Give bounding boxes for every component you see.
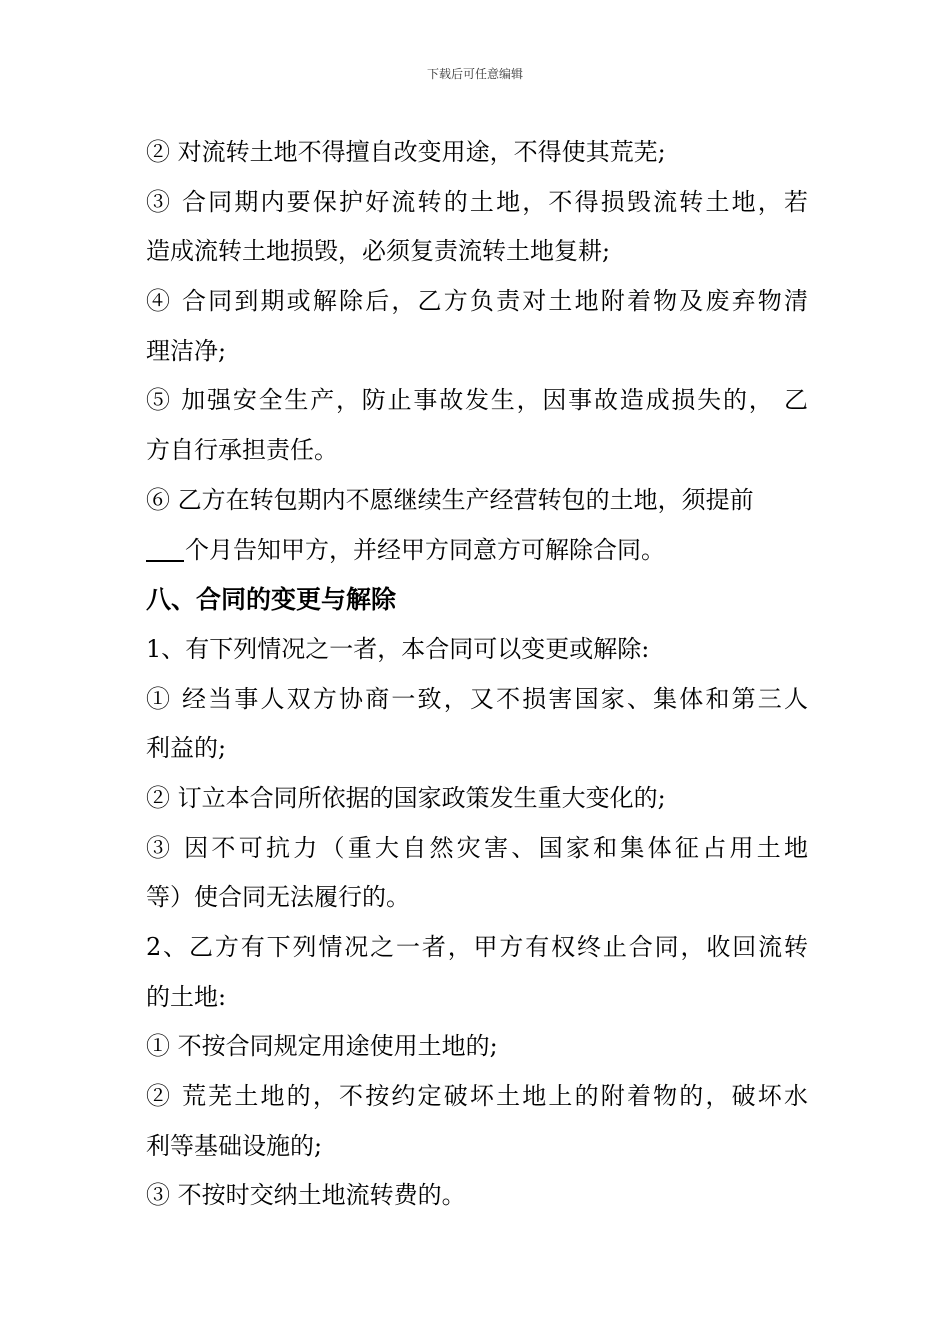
text-line-content: ③ 因不可抗力（重大自然灾害、国家和集体征占用土地 <box>146 833 808 862</box>
section-heading <box>146 575 808 625</box>
text-line-content: ② 对流转土地不得擅自改变用途，不得使其荒芜; <box>146 138 666 166</box>
text-line-content: ⑥ 乙方在转包期内不愿继续生产经营转包的土地，须提前 <box>146 485 754 514</box>
text-line <box>146 774 808 824</box>
text-line <box>146 1072 808 1122</box>
text-line-content: 2、乙方有下列情况之一者，甲方有权终止合同，收回流转 <box>146 933 808 961</box>
text-line-content: 利益的; <box>146 734 227 763</box>
text-line-content: 造成流转土地损毁，必须复责流转土地复耕; <box>146 237 611 266</box>
text-line <box>146 1022 808 1072</box>
text-line-content: ② 荒芜土地的，不按约定破坏土地上的附着物的，破坏水 <box>146 1082 808 1111</box>
page-header: 下载后可任意编辑 <box>426 67 523 81</box>
text-line-content: ① 经当事人双方协商一致，又不损害国家、集体和第三人 <box>146 684 808 713</box>
text-line-content: ④ 合同到期或解除后，乙方负责对土地附着物及废弃物清 <box>146 287 808 316</box>
text-line <box>146 1122 808 1172</box>
text-line-content: ③ 不按时交纳土地流转费的。 <box>146 1181 466 1210</box>
text-line-content: 的土地: <box>146 982 227 1011</box>
text-line <box>146 376 808 426</box>
text-line <box>146 724 808 774</box>
text-line <box>146 178 808 228</box>
text-line-content: 等）使合同无法履行的。 <box>146 883 410 912</box>
text-line <box>146 973 808 1023</box>
text-line-content: 八、合同的变更与解除 <box>146 585 397 615</box>
text-line <box>146 426 808 476</box>
text-line <box>146 128 808 178</box>
text-line <box>146 873 808 923</box>
text-line-content: ① 不按合同规定用途使用土地的; <box>146 1032 498 1061</box>
fill-in-blank <box>146 536 184 562</box>
text-line-content: ② 订立本合同所依据的国家政策发生重大变化的; <box>146 783 666 812</box>
text-line <box>146 526 808 576</box>
text-line <box>146 227 808 277</box>
text-line <box>146 824 808 874</box>
text-line <box>146 625 808 675</box>
text-line <box>146 476 808 526</box>
text-line-content: 个月告知甲方，并经甲方同意方可解除合同。 <box>185 535 665 564</box>
text-line <box>146 923 808 973</box>
text-line-content: 理洁净; <box>146 336 227 365</box>
text-line <box>146 1171 808 1221</box>
text-line-content: 方自行承担责任。 <box>146 436 338 465</box>
text-line <box>146 327 808 377</box>
text-line <box>146 675 808 725</box>
document-body <box>146 128 808 1221</box>
text-line-content: ⑤ 加强安全生产，防止事故发生，因事故造成损失的， 乙 <box>146 386 808 415</box>
text-line <box>146 277 808 327</box>
text-line-content: ③ 合同期内要保护好流转的土地，不得损毁流转土地，若 <box>146 187 808 216</box>
text-line-content: 1、有下列情况之一者，本合同可以变更或解除: <box>146 634 650 663</box>
text-line-content: 利等基础设施的; <box>146 1131 323 1160</box>
